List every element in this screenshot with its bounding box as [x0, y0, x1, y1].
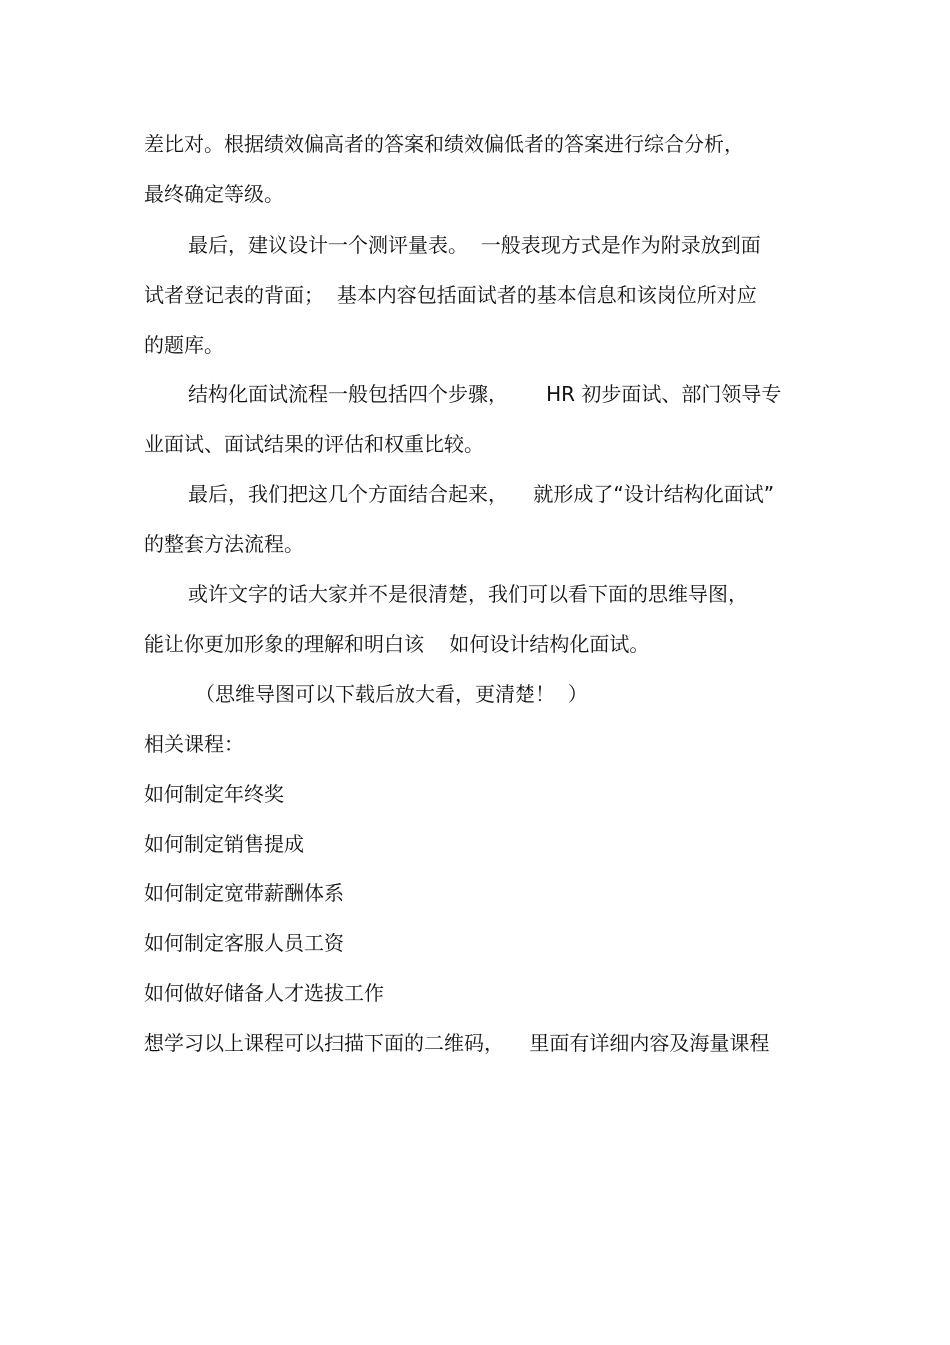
related-courses-heading: 相关课程： [144, 732, 244, 756]
course-item: 如何制定销售提成 [144, 832, 304, 856]
paragraph-text: 差比对。根据绩效偏高者的答案和绩效偏低者的答案进行综合分析， [144, 132, 744, 156]
paragraph-text: 最终确定等级。 [144, 182, 284, 206]
paragraph-text: 结构化面试流程一般包括四个步骤， HR 初步面试、部门领导专 [188, 382, 782, 406]
paragraph-text: 能让你更加形象的理解和明白该 如何设计结构化面试。 [144, 632, 650, 656]
mindmap-note: （思维导图可以下载后放大看，更清楚！ ） [195, 682, 588, 706]
course-item: 如何制定年终奖 [144, 782, 284, 806]
course-item: 如何制定宽带薪酬体系 [144, 881, 344, 905]
course-item: 如何做好储备人才选拔工作 [144, 981, 384, 1005]
paragraph-text: 的题库。 [144, 333, 224, 357]
paragraph-text: 试者登记表的背面； 基本内容包括面试者的基本信息和该岗位所对应 [144, 283, 757, 307]
paragraph-text: 最后，我们把这几个方面结合起来， 就形成了“设计结构化面试” [188, 482, 775, 506]
paragraph-text: 最后，建议设计一个测评量表。 一般表现方式是作为附录放到面 [188, 233, 761, 257]
paragraph-text: 或许文字的话大家并不是很清楚，我们可以看下面的思维导图， [188, 582, 748, 606]
qr-code-note: 想学习以上课程可以扫描下面的二维码， 里面有详细内容及海量课程 [144, 1031, 770, 1055]
paragraph-text: 的整套方法流程。 [144, 532, 304, 556]
paragraph-text: 业面试、面试结果的评估和权重比较。 [144, 432, 484, 456]
course-item: 如何制定客服人员工资 [144, 931, 344, 955]
